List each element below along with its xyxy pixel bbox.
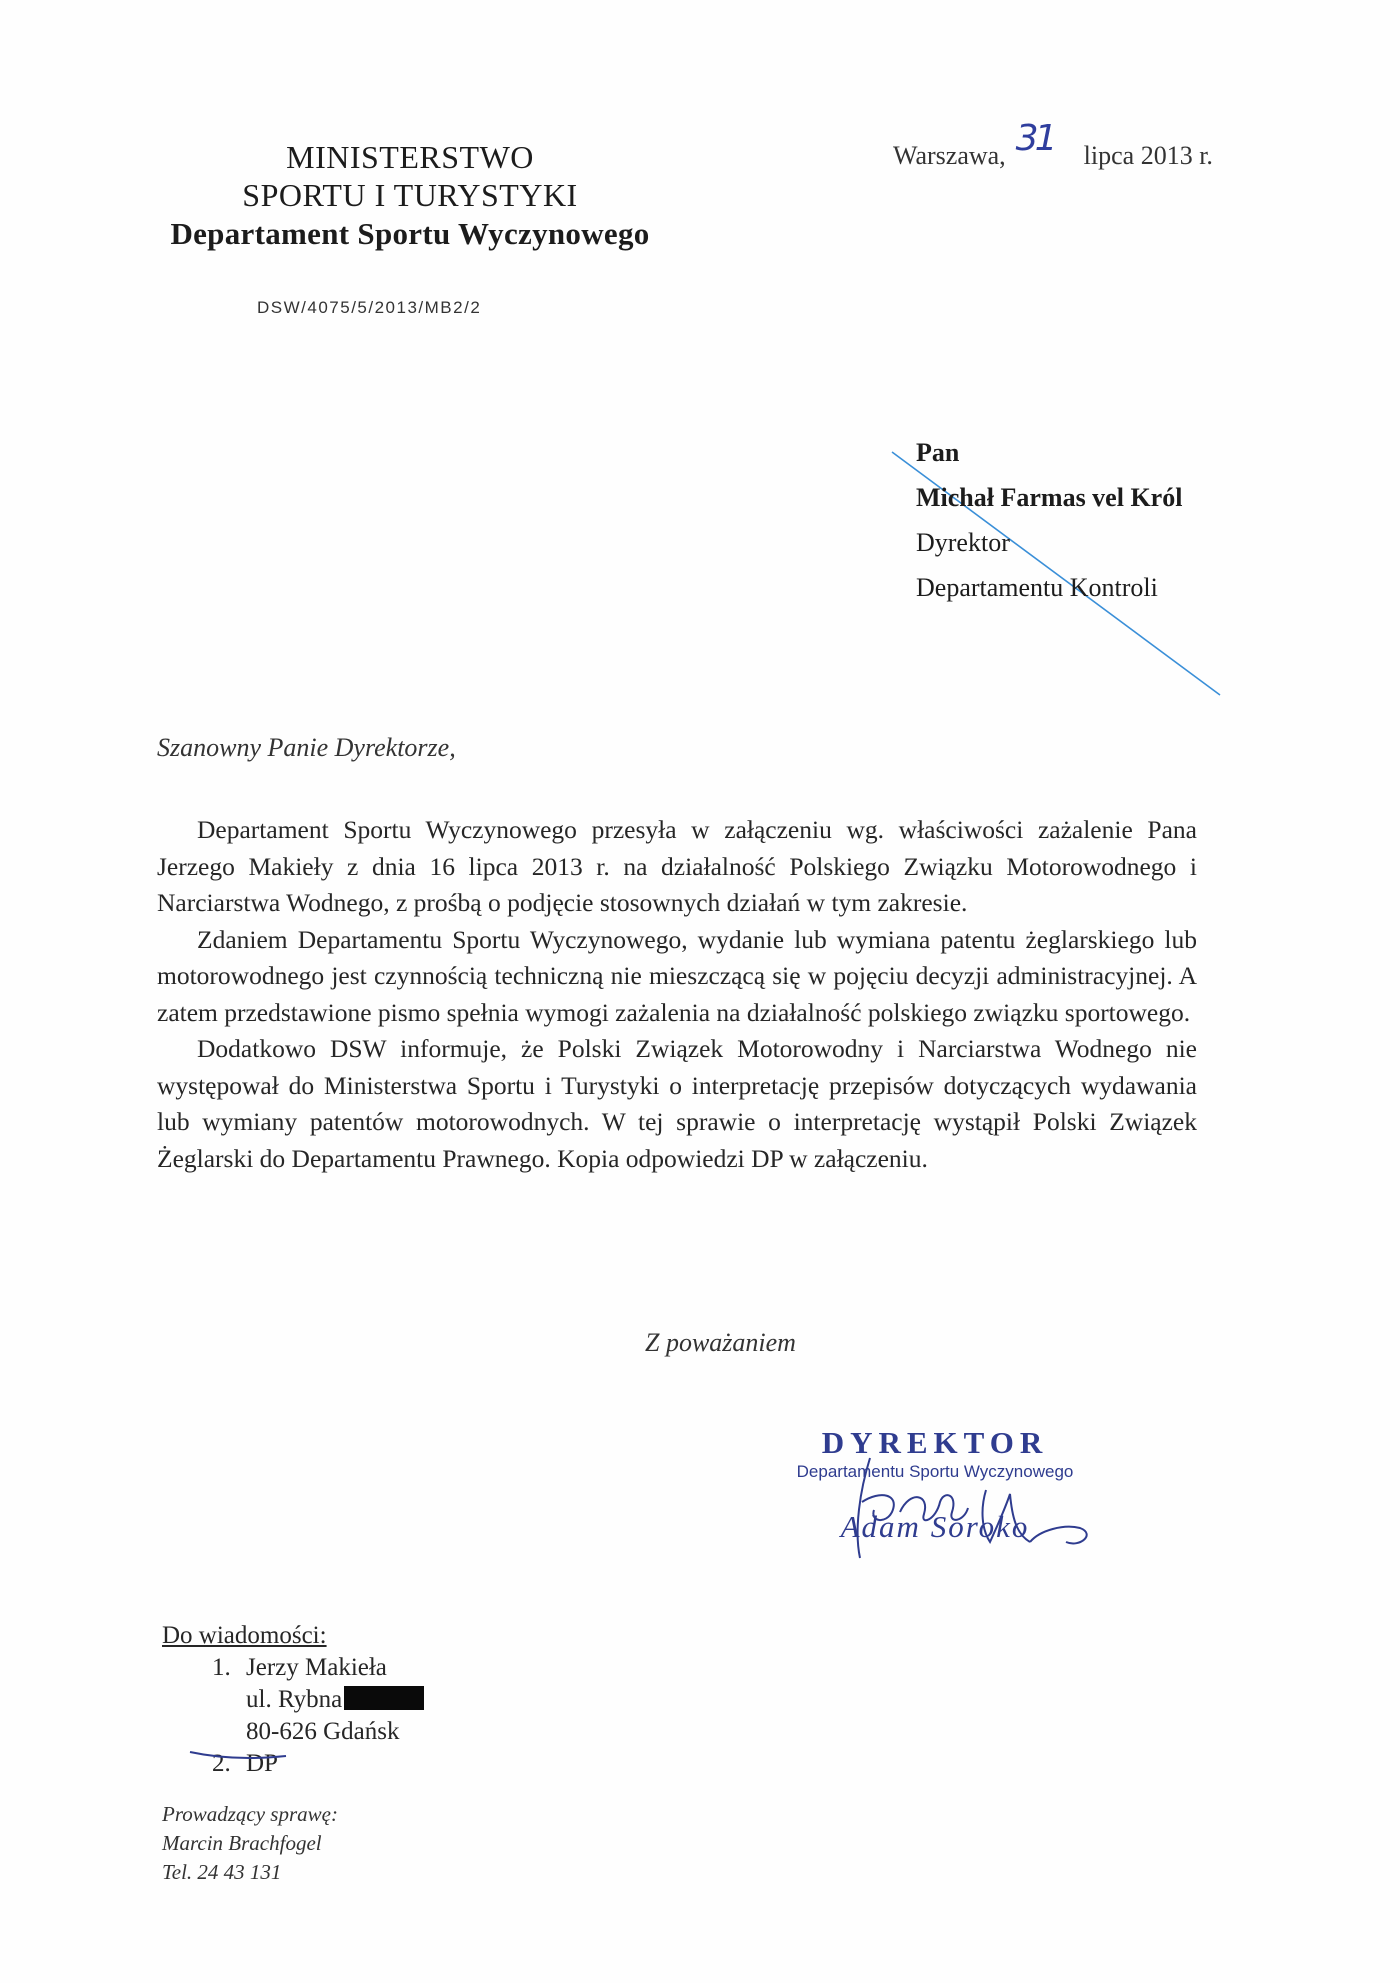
letterhead xyxy=(150,138,670,252)
prepared-by-phone: Tel. 24 43 131 xyxy=(162,1860,282,1884)
cc-item-1-city: 80-626 Gdańsk xyxy=(246,1718,400,1745)
prepared-by-label: Prowadzący sprawę: xyxy=(162,1802,338,1826)
handwritten-signature xyxy=(840,1450,1100,1560)
letter-body xyxy=(157,812,1197,1177)
reference-number: DSW/4075/5/2013/MB2/2 xyxy=(257,298,482,317)
letterhead-department: Departament Sportu Wyczynowego xyxy=(170,215,650,251)
cc-item-1-street: ul. Rybna xyxy=(246,1686,343,1713)
recipient-department: Departamentu Kontroli xyxy=(916,573,1158,602)
body-paragraph-2: Zdaniem Departamentu Sportu Wyczynowego, wydanie lub wymiana patentu żeglarskiego lub motorowodnego jest czynnością techniczną nie mieszczącą się w pojęciu decyzji administracyjnej. A zatem przedstawione pismo spełnia wymogi zażalenia na działalność polskiego związku sportowego. xyxy=(157,924,1197,1027)
date-prefix: Warszawa, xyxy=(893,141,1006,170)
handwritten-day-text: 31 xyxy=(1015,118,1054,159)
cc-item-1 xyxy=(212,1652,424,1684)
prepared-by-block xyxy=(162,1800,338,1887)
letterhead-ministry: MINISTERSTWO xyxy=(286,139,534,175)
cc-item-1-name: Jerzy Makieła xyxy=(246,1654,387,1681)
cc-item-1-street-line xyxy=(212,1684,424,1716)
salutation: Szanowny Panie Dyrektorze, xyxy=(157,733,456,762)
prepared-by-name: Marcin Brachfogel xyxy=(162,1831,322,1855)
cc-item-1-number: 1. xyxy=(212,1654,231,1681)
recipient-position: Dyrektor xyxy=(916,528,1010,557)
redaction-bar xyxy=(344,1686,424,1710)
recipient-name: Michał Farmas vel Król xyxy=(916,483,1183,512)
cc-title: Do wiadomości: xyxy=(162,1622,327,1649)
stamp-title: DYREKTOR xyxy=(821,1425,1049,1460)
body-paragraph-3: Dodatkowo DSW informuje, że Polski Związek Motorowodny i Narciarstwa Wodnego nie występował do Ministerstwa Sportu i Turystyki o interpretację przepisów dotyczących wydawania lub wymiany patentów motorowodnych. W tej sprawie o interpretację wystąpił Polski Związek Żeglarski do Departamentu Prawnego. Kopia odpowiedzi DP w załączeniu. xyxy=(157,1034,1197,1173)
handwritten-day xyxy=(1012,118,1070,170)
cc-item-2-name: DP xyxy=(246,1750,278,1777)
date-line xyxy=(893,118,1213,171)
recipient-title: Pan xyxy=(916,438,960,467)
body-paragraph-1: Departament Sportu Wyczynowego przesyła w załączeniu wg. właściwości zażalenie Pana Jerzego Makieły z dnia 16 lipca 2013 r. na działalność Polskiego Związku Motorowodnego i Narciarstwa Wodnego, z prośbą o podjęcie stosownych działań w tym zakresie. xyxy=(157,815,1197,917)
pen-strikethrough xyxy=(188,1746,288,1766)
recipient-block xyxy=(916,430,1182,610)
stamp-department: Departamentu Sportu Wyczynowego xyxy=(796,1462,1074,1481)
cc-item-2-number: 2. xyxy=(212,1750,231,1777)
date-suffix: lipca 2013 r. xyxy=(1083,141,1213,170)
stamp-name: Adam Soroko xyxy=(840,1509,1030,1544)
letterhead-ministry-name: SPORTU I TURYSTYKI xyxy=(242,177,578,214)
closing: Z poważaniem xyxy=(645,1328,796,1357)
